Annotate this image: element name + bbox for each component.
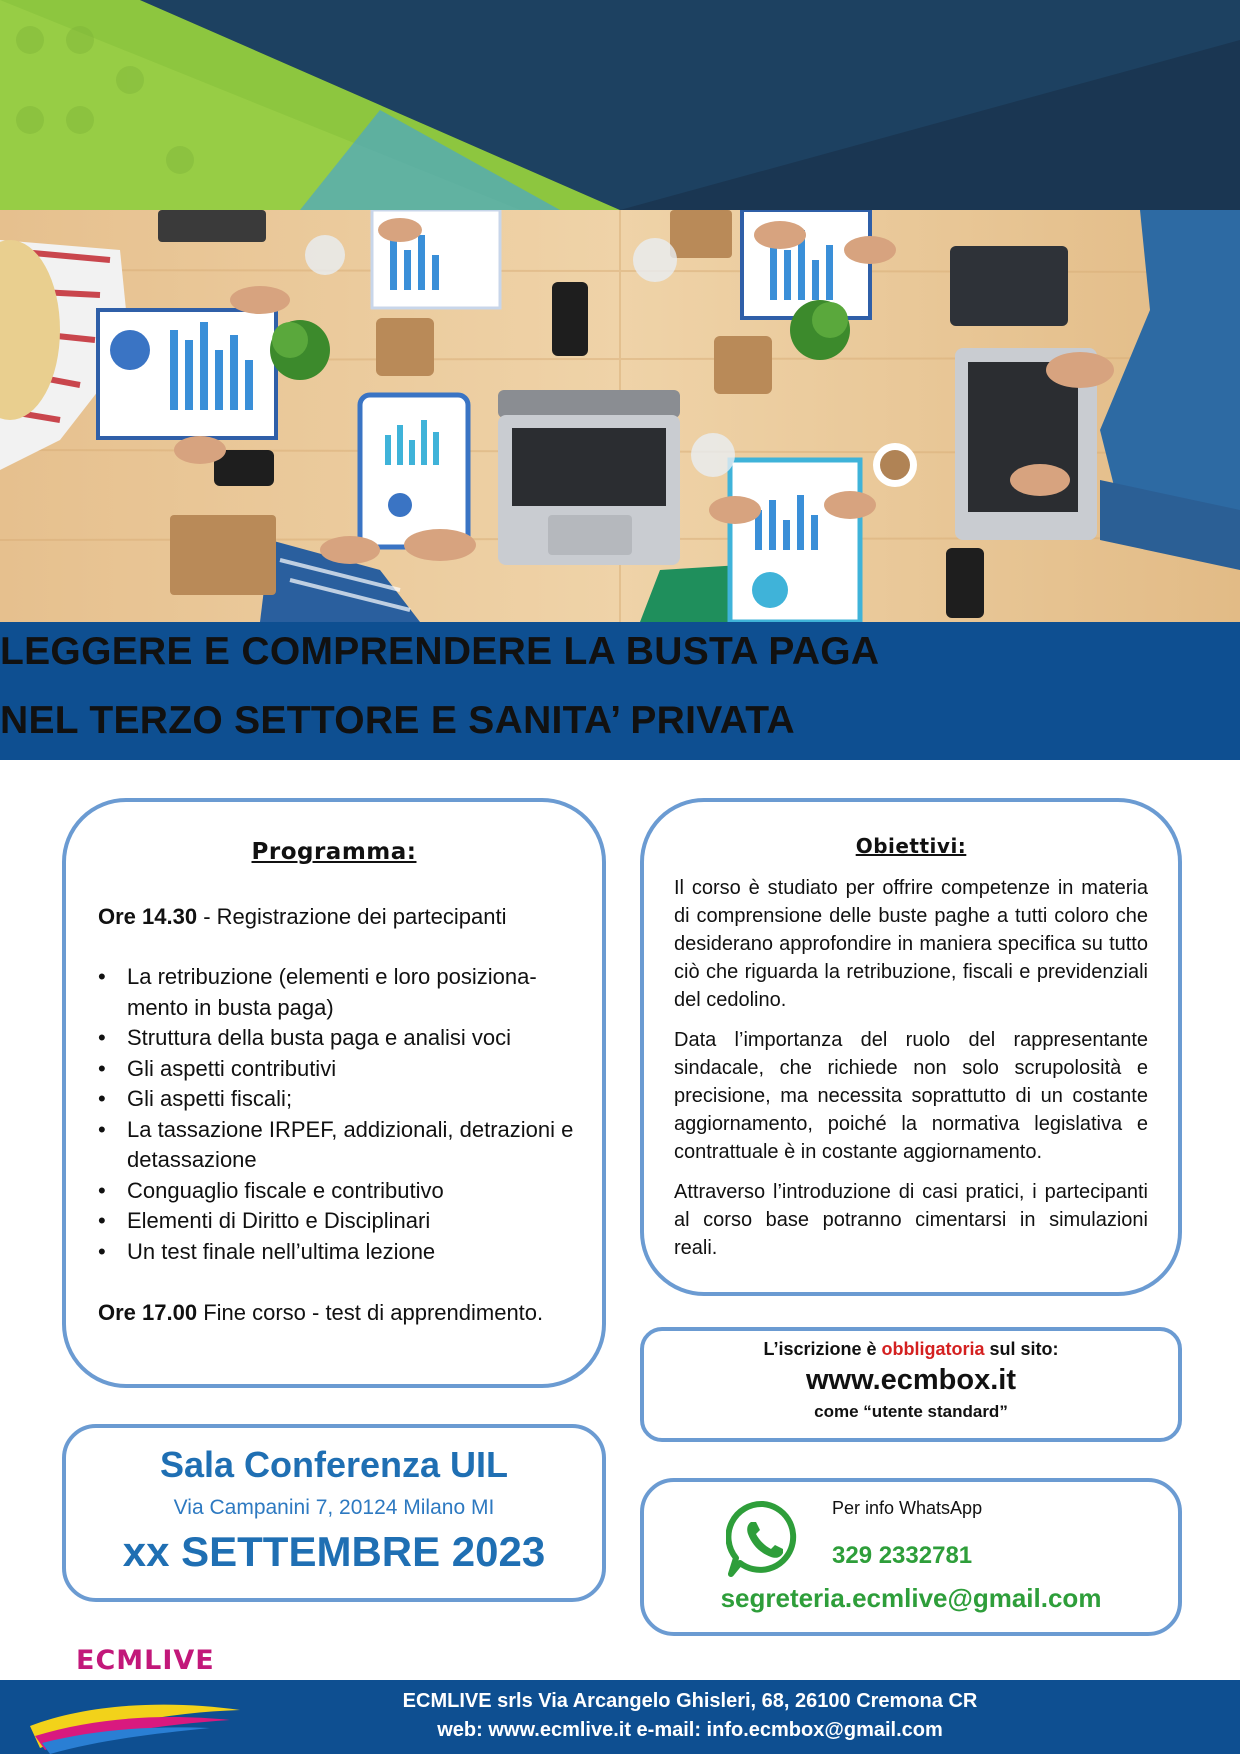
course-title-line-1: LEGGERE E COMPRENDERE LA BUSTA PAGA xyxy=(0,630,880,673)
program-end-text: Fine corso - test di apprendimento. xyxy=(197,1300,544,1325)
meeting-table-illustration xyxy=(0,210,1240,622)
venue-name: Sala Conferenza UIL xyxy=(159,1444,509,1485)
registration-site-link[interactable]: www.ecmbox.it xyxy=(805,1364,1017,1396)
program-end-line xyxy=(98,1298,543,1328)
program-start-time: Ore 14.30 xyxy=(98,904,198,929)
contact-email[interactable]: segreteria.ecmlive@gmail.com xyxy=(720,1583,1102,1613)
obiettivi-heading: Obiettivi: xyxy=(855,834,967,858)
registration-prefix: L’iscrizione è xyxy=(763,1339,882,1359)
whatsapp-label: Per info WhatsApp xyxy=(832,1498,983,1518)
top-decorative-banner xyxy=(0,0,1240,210)
obiettivi-paragraph: Attraverso l’introduzione di casi pratici, i partecipanti al corso base potranno cimentarsi in simulazioni reali. xyxy=(674,1181,1148,1259)
program-topic: • Elementi di Diritto e Disciplinari xyxy=(98,1206,578,1237)
registration-required: obbligatoria xyxy=(881,1339,985,1359)
obiettivi-paragraph: Data l’importanza del ruolo del rappresentante sindacale, che richiede non solo scrupolosità e precisione, ma necessita soprattutto di un costante aggiornamento, poiché la normativa legislativa e contrattuale è in costante aggiornamento. xyxy=(674,1029,1148,1163)
course-title-line-2: NEL TERZO SETTORE E SANITA’ PRIVATA xyxy=(0,699,795,742)
whatsapp-phone[interactable]: 329 2332781 xyxy=(832,1542,973,1569)
program-topic-list xyxy=(98,962,578,1267)
program-topic: • Struttura della busta paga e analisi voci xyxy=(98,1023,578,1054)
registration-line xyxy=(640,1339,1182,1360)
logo-wordmark: ECMLIVE xyxy=(76,1645,215,1676)
program-topic: • Gli aspetti fiscali; xyxy=(98,1084,578,1115)
ecmlive-logo xyxy=(30,1608,240,1754)
footer-web-email: web: www.ecmlive.it e-mail: info.ecmbox@gmail.com xyxy=(437,1719,943,1741)
obiettivi-text xyxy=(674,874,1148,1274)
logo-swirl-icon xyxy=(30,1608,240,1754)
program-end-time: Ore 17.00 xyxy=(98,1300,198,1325)
program-topic: • Un test finale nell’ultima lezione xyxy=(98,1237,578,1268)
registration-note: come “utente standard” xyxy=(814,1402,1008,1421)
program-topic: • La tassazione IRPEF, addizionali, detrazioni e detassazione xyxy=(98,1115,578,1176)
hero-image xyxy=(0,210,1240,622)
registration-suffix: sul sito: xyxy=(984,1339,1059,1359)
programma-heading: Programma: xyxy=(251,839,417,865)
program-start-line xyxy=(98,902,506,932)
venue-address: Via Campanini 7, 20124 Milano MI xyxy=(173,1496,495,1519)
program-topic: • Gli aspetti contributivi xyxy=(98,1054,578,1085)
program-topic: • Conguaglio fiscale e contributivo xyxy=(98,1176,578,1207)
event-date: xx SETTEMBRE 2023 xyxy=(122,1528,546,1575)
banner-graphic xyxy=(0,0,1240,210)
obiettivi-paragraph: Il corso è studiato per offrire competenze in materia di comprensione delle buste paghe a tutti coloro che desiderano approfondire in maniera specifica su tutto ciò che riguarda la retribuzione, fiscali e previdenziali del cedolino. xyxy=(674,877,1148,1011)
footer-address: ECMLIVE srls Via Arcangelo Ghisleri, 68, 26100 Cremona CR xyxy=(402,1690,978,1712)
program-topic: • La retribuzione (elementi e loro posiziona-mento in busta paga) xyxy=(98,962,578,1023)
whatsapp-icon[interactable] xyxy=(726,1500,800,1578)
program-start-text: - Registrazione dei partecipanti xyxy=(197,904,507,929)
